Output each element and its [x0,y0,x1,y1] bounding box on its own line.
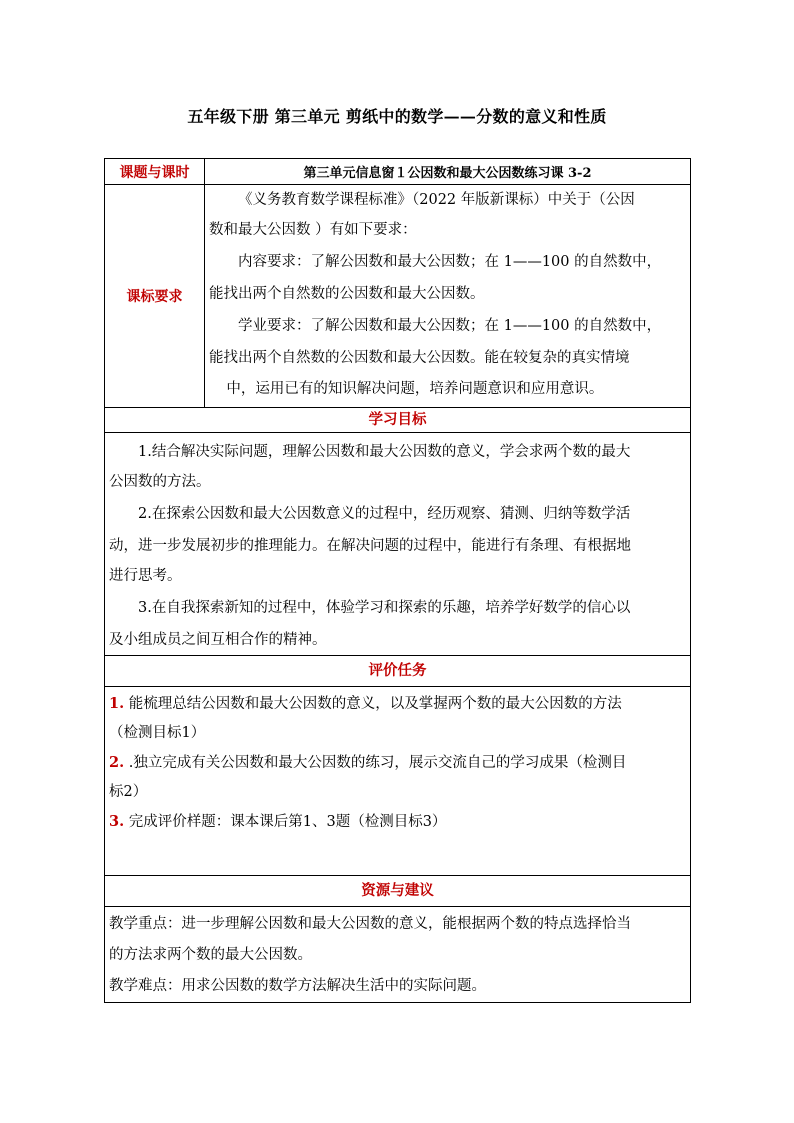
resources-body-row [105,907,691,1003]
task-text-1: 能梳理总结公因数和最大公因数的意义，以及掌握两个数的最大公因数的方法 [124,696,622,712]
goals-heading: 学习目标 [105,408,691,433]
goal-line-1: 1.结合解决实际问题，理解公因数和最大公因数的意义，学会求两个数的最大 [138,444,631,460]
resources-heading-row [105,876,691,907]
resources-heading: 资源与建议 [105,876,691,907]
standard-line-5: 学业要求：了解公因数和最大公因数；在 1——100 的自然数中， [238,318,662,334]
lesson-plan-table [104,158,691,1003]
resource-line-2: 的方法求两个数的最大公因数。 [109,947,312,963]
goals-body-row [105,433,691,656]
standard-label: 课标要求 [105,185,205,408]
standard-line-6: 能找出两个自然数的公因数和最大公因数。能在较复杂的真实情境 [209,350,630,366]
standard-line-7: 中，运用已有的知识解决问题，培养问题意识和应用意识。 [226,381,604,397]
goal-line-2: 公因数的方法。 [109,474,211,490]
tasks-body [105,687,691,876]
topic-value: 第三单元信息窗１公因数和最大公因数练习课 3-2 [205,159,691,185]
goals-heading-row [105,408,691,433]
goals-body [105,433,691,656]
tasks-body-row [105,687,691,876]
standard-content [205,185,691,408]
tasks-heading-row [105,656,691,687]
standard-row [105,185,691,408]
task-num-3: 3. [109,813,125,830]
goal-line-4: 动，进一步发展初步的推理能力。在解决问题的过程中，能进行有条理、有根据地 [109,538,631,554]
task-cont-1: （检测目标1） [109,725,206,741]
task-item-3 [105,807,690,837]
task-cont-2: 标2） [109,784,148,800]
goal-line-6: 3.在自我探索新知的过程中，体验学习和探索的乐趣，培养学好数学的信心以 [138,600,631,616]
resource-line-1: 教学重点：进一步理解公因数和最大公因数的意义，能根据两个数的特点选择恰当 [109,916,631,932]
goal-line-3: 2.在探索公因数和最大公因数意义的过程中，经历观察、猜测、归纳等数学活 [138,506,631,522]
resource-line-3: 教学难点：用求公因数的数学方法解决生活中的实际问题。 [109,978,486,994]
tasks-heading: 评价任务 [105,656,691,687]
task-text-3: 完成评价样题：课本课后第1、3题（检测目标3） [124,814,447,830]
task-text-2: .独立完成有关公因数和最大公因数的练习，展示交流自己的学习成果（检测目 [124,755,627,771]
standard-line-4: 能找出两个自然数的公因数和最大公因数。 [209,286,485,302]
task-item-1 [105,689,690,719]
topic-label: 课题与课时 [105,159,205,185]
standard-line-3: 内容要求：了解公因数和最大公因数；在 1——100 的自然数中， [238,254,662,270]
standard-line-1: 《义务教育数学课程标准》（2022 年版新课标）中关于（公因 [238,192,635,208]
standard-line-2: 数和最大公因数 ）有如下要求： [209,222,417,238]
task-item-2 [105,748,690,778]
document-title: 五年级下册 第三单元 剪纸中的数学——分数的意义和性质 [187,107,607,126]
goal-line-5: 进行思考。 [109,568,182,584]
goal-line-7: 及小组成员之间互相合作的精神。 [109,632,327,648]
task-num-1: 1. [109,695,125,712]
task-num-2: 2. [109,754,125,771]
topic-row [105,159,691,185]
resources-body [105,907,691,1003]
